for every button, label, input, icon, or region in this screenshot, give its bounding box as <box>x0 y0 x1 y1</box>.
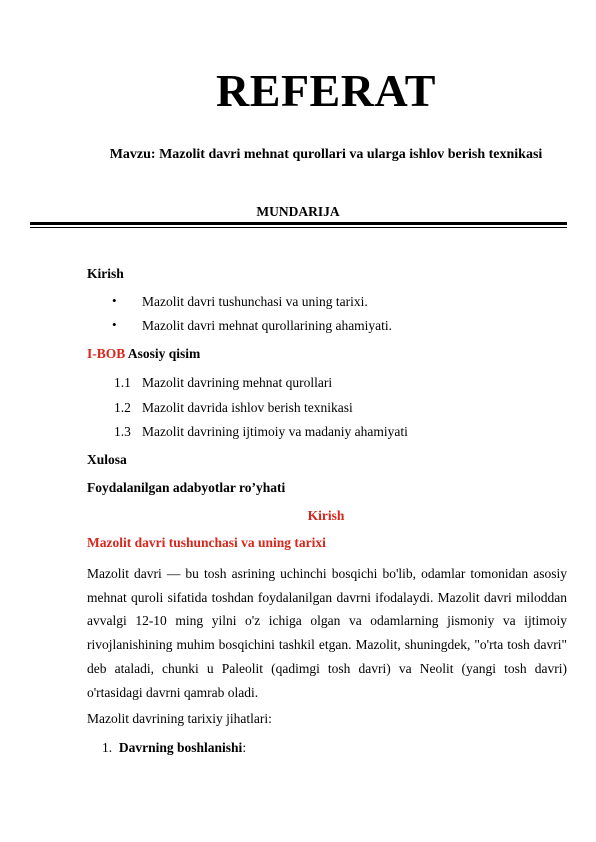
aspects-intro: Mazolit davrining tarixiy jihatlari: <box>87 711 272 726</box>
toc-references: Foydalanilgan adabyotlar ro’yhati <box>87 480 286 495</box>
toc-conclusion: Xulosa <box>87 452 127 467</box>
toc-chapter-title: Asosiy qisim <box>127 346 201 361</box>
list-item-number: 1. <box>102 740 113 755</box>
toc-chapter-item-number: 1.2 <box>114 400 131 415</box>
toc-intro: Kirish <box>87 266 124 281</box>
toc-chapter-item: Mazolit davrining ijtimoiy va madaniy ahamiyati <box>142 424 408 439</box>
toc-intro-item: Mazolit davri tushunchasi va uning tarixi. <box>142 294 368 309</box>
numbered-list-item <box>102 740 246 756</box>
body-paragraph: Mazolit davri — bu tosh asrining uchinchi bosqichi bo'lib, odamlar tomonidan asosiy mehnat quroli sifatida toshdan foydalanilgan davrni ifodalaydi. Mazolit davri miloddan avvalgi 12-10 ming yilni o'z ichiga olgan va odamlarning jismoniy va ijtimoiy rivojlanishining muhim bosqichini tashkil etgan. Mazolit, shuningdek, "o'rta tosh davri" deb ataladi, chunki u Paleolit (qadimgi tosh davri) va Neolit (yangi tosh davri) o'rtasidagi davrni qamrab oladi. <box>87 566 567 700</box>
section-subheading: Mazolit davri tushunchasi va uning tarixi <box>87 535 326 550</box>
section-heading: Kirish <box>307 508 345 523</box>
bullet-icon: • <box>112 317 117 332</box>
document-subtitle: Mavzu: Mazolit davri mehnat qurollari va ularga ishlov berish texnikasi <box>109 147 543 162</box>
toc-chapter <box>87 346 200 362</box>
list-item-label: Davrning boshlanishi <box>118 740 243 755</box>
toc-chapter-item: Mazolit davrida ishlov berish texnikasi <box>142 400 353 415</box>
toc-chapter-item: Mazolit davrining mehnat qurollari <box>142 375 333 390</box>
toc-chapter-item-number: 1.3 <box>114 424 131 439</box>
list-item-suffix: : <box>242 740 247 755</box>
toc-intro-item: Mazolit davri mehnat qurollarining ahamiyati. <box>142 318 393 333</box>
heading-rule-thin <box>30 227 567 228</box>
toc-chapter-item-number: 1.1 <box>114 375 131 390</box>
toc-chapter-label: I-BOB <box>87 346 126 361</box>
document-title: REFERAT <box>216 65 436 116</box>
heading-rule-thick <box>30 222 567 225</box>
bullet-icon: • <box>112 293 117 308</box>
toc-heading: MUNDARIJA <box>256 204 340 219</box>
